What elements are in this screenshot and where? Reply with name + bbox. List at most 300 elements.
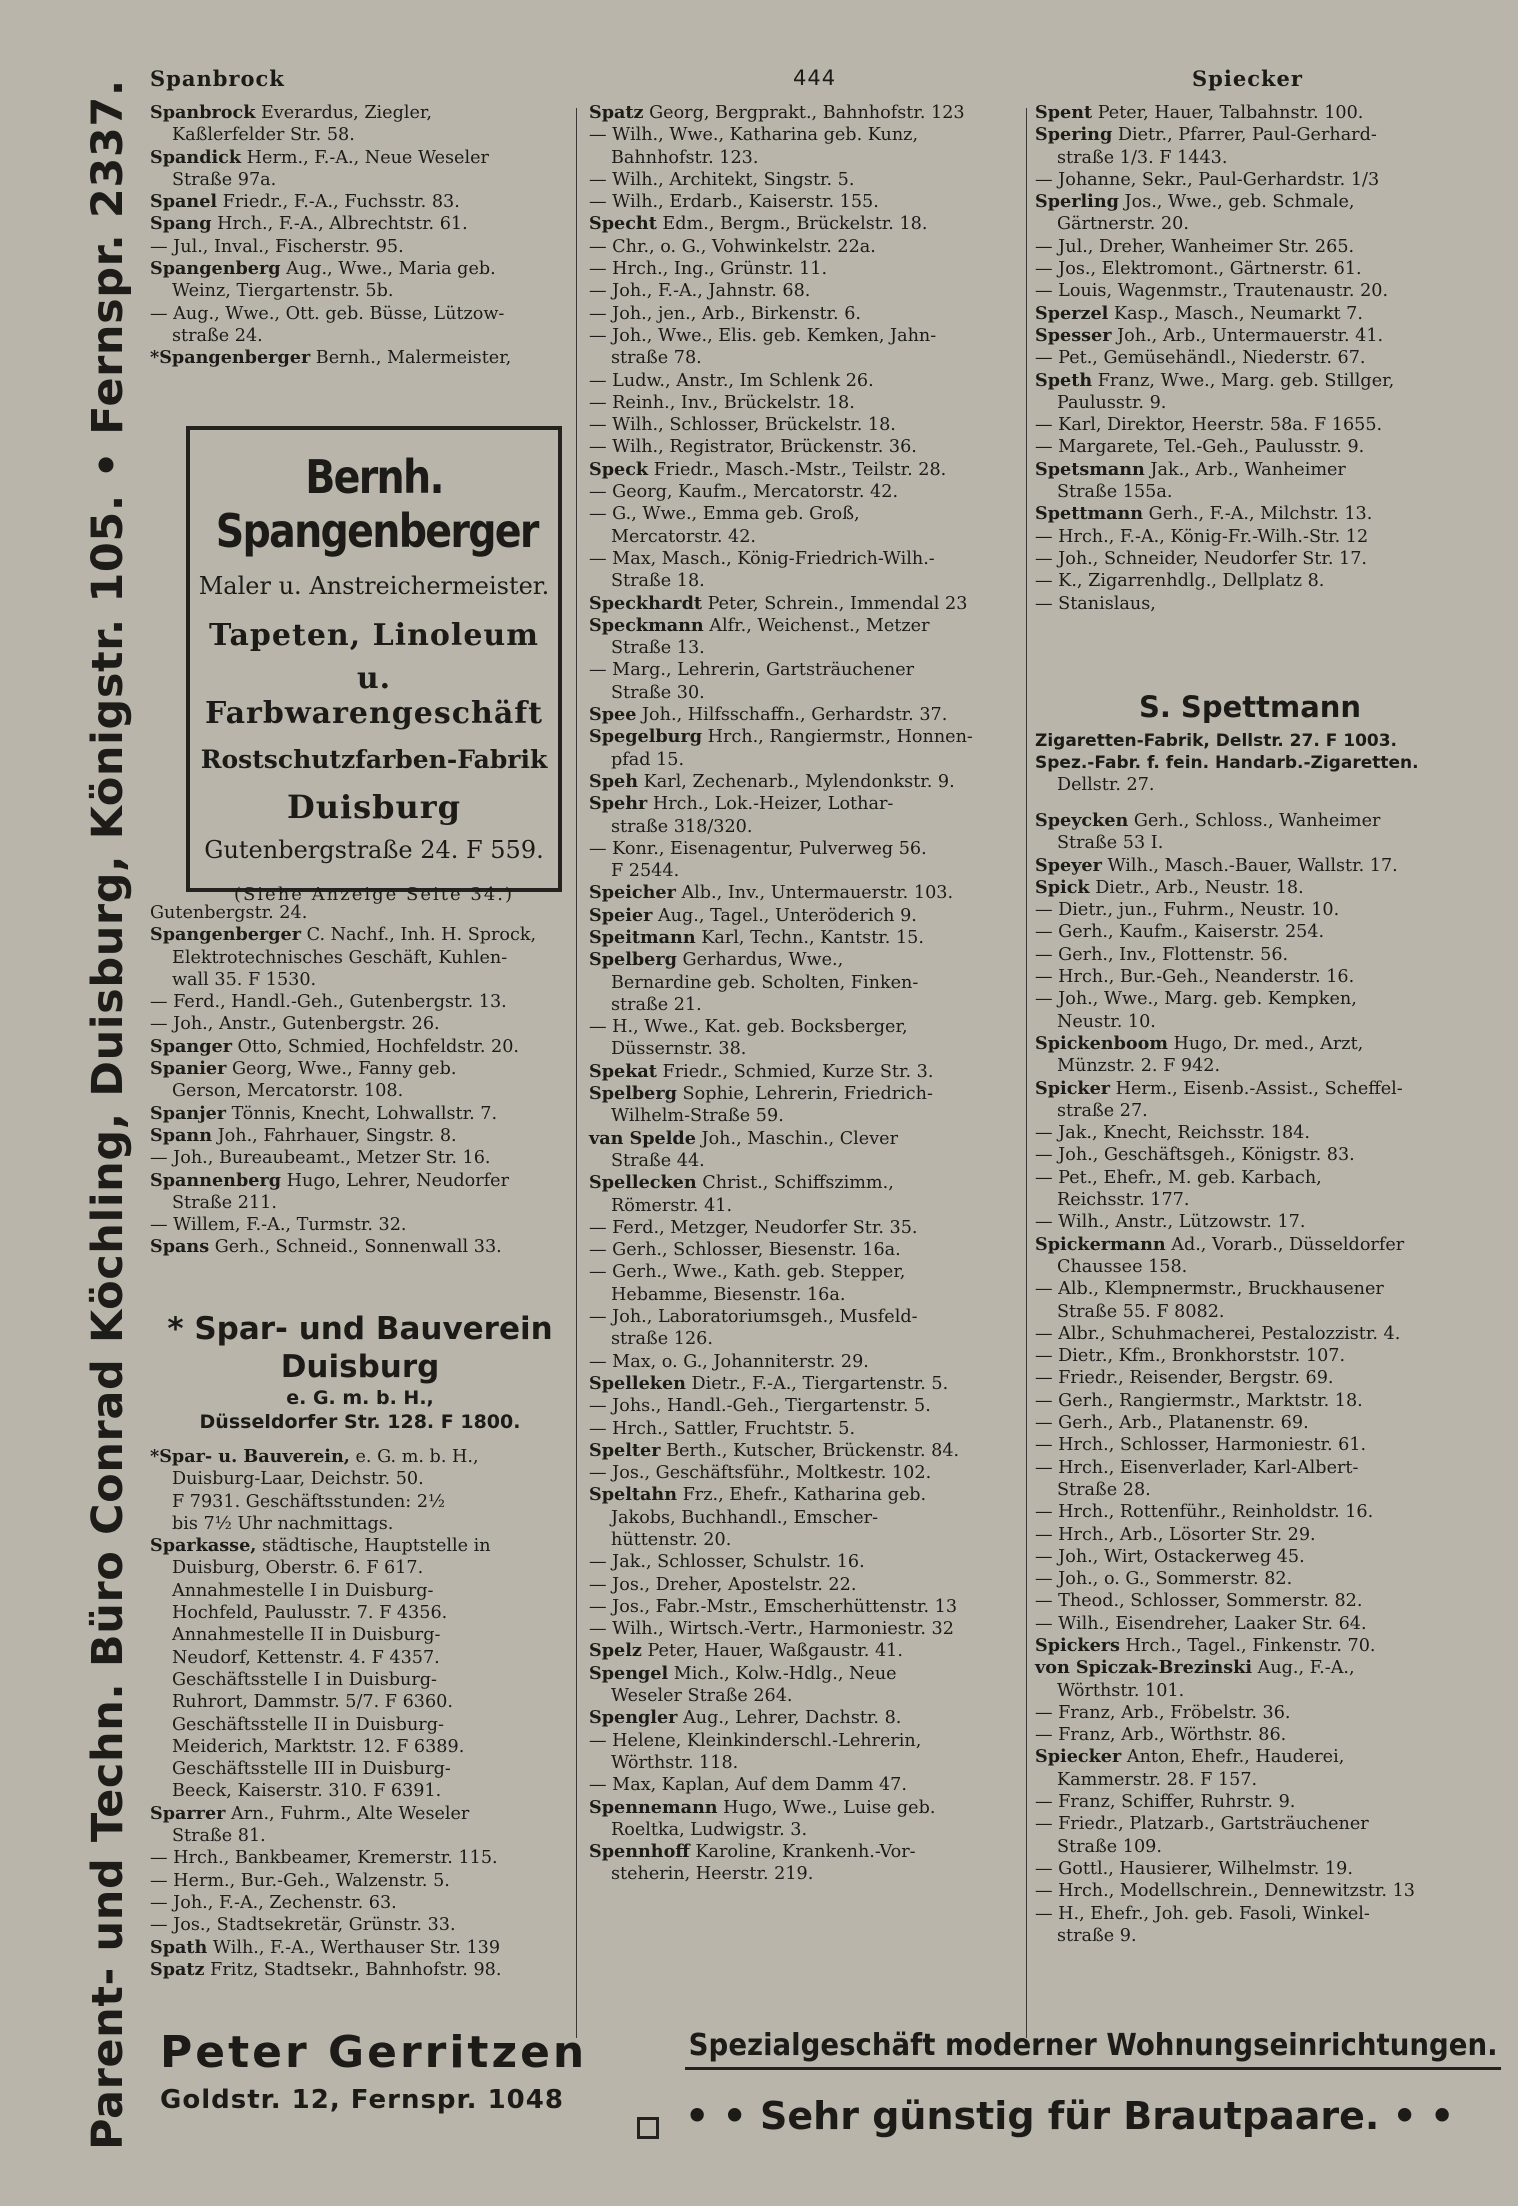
entry-line (589, 927, 1017, 949)
directory-entry (1035, 810, 1465, 855)
directory-entry (589, 370, 1017, 392)
spettmann-advertisement (1035, 690, 1465, 796)
entry-text: — Joh., jen., Arb., Birkenstr. 6. (589, 303, 861, 324)
entry-text: — Joh., Bureaubeamt., Metzer Str. 16. (150, 1148, 491, 1169)
entry-surname: Spatz (589, 102, 644, 123)
entry-surname: Spegelburg (589, 726, 703, 748)
directory-entry (1035, 459, 1465, 504)
entry-surname: von Spiczak-Brezinski (1035, 1657, 1253, 1679)
directory-entry (589, 236, 1017, 258)
entry-line (589, 659, 1017, 681)
entry-surname: Spiecker (1035, 1746, 1122, 1768)
directory-entry (589, 615, 1017, 660)
entry-surname: Spent (1035, 102, 1093, 123)
entry-text: Gerh., Schloss., Wanheimer (1128, 811, 1381, 831)
entry-line (150, 1125, 568, 1147)
directory-entry (589, 1797, 1017, 1842)
directory-entry (150, 1125, 568, 1147)
entry-line (589, 838, 1017, 860)
entry-text: — Gerh., Schlosser, Biesenstr. 16a. (589, 1240, 901, 1261)
entry-text: Hrch., F.-A., Albrechtstr. 61. (211, 214, 468, 235)
directory-entry (1035, 921, 1465, 943)
entry-line (589, 1061, 1017, 1083)
entry-line (1035, 1903, 1465, 1925)
directory-entry (150, 924, 568, 991)
directory-entry (150, 1236, 568, 1258)
entry-text: — Johs., Handl.-Geh., Tiergartenstr. 5. (589, 1396, 931, 1417)
entry-text: — Stanislaus, (1035, 593, 1156, 614)
spar-title-2: Duisburg (280, 1349, 440, 1385)
entry-continuation: Neustr. 10. (1057, 1011, 1156, 1032)
directory-entry (1035, 966, 1465, 988)
footer-slogan (685, 2025, 1498, 2142)
directory-entry (589, 392, 1017, 414)
entry-continuation: Wörthstr. 101. (1057, 1680, 1185, 1701)
entry-text: — Gerh., Rangiermstr., Marktstr. 18. (1035, 1390, 1363, 1411)
directory-entry (1035, 1278, 1465, 1323)
directory-entry (589, 1462, 1017, 1484)
directory-entry (150, 1803, 568, 1848)
entry-line (150, 102, 568, 124)
entry-line (1035, 1702, 1465, 1724)
entry-text: — Hrch., Eisenverlader, Karl-Albert- (1035, 1457, 1359, 1478)
spar-bauverein-heading (150, 1310, 570, 1434)
entry-line (1035, 1613, 1465, 1635)
entry-line (1035, 1345, 1465, 1367)
entry-text: Joh., Arb., Untermauerstr. 41. (1111, 325, 1384, 346)
entry-line (1035, 325, 1465, 347)
entry-line (589, 905, 1017, 927)
directory-entry (150, 191, 568, 213)
entry-line (150, 1446, 568, 1468)
directory-entry (589, 949, 1017, 1016)
entry-text: — Wilh., Architekt, Singstr. 5. (589, 169, 855, 190)
entry-continuation: Gärtnerstr. 20. (1057, 214, 1189, 235)
entry-text: — Gerh., Inv., Flottenstr. 56. (1035, 944, 1289, 965)
entry-line (1035, 1858, 1465, 1880)
entry-text: Mich., Kolw.-Hdlg., Neue (668, 1663, 897, 1684)
entry-line (589, 1462, 1017, 1484)
directory-entry (589, 258, 1017, 280)
entry-text: Karl, Zechenarb., Mylendonkstr. 9. (638, 771, 955, 792)
directory-entry (589, 793, 1017, 838)
entry-line (150, 236, 568, 258)
entry-line (589, 1373, 1017, 1395)
entry-text: Georg, Bergprakt., Bahnhofstr. 123 (643, 103, 965, 123)
entry-continuation: Mercatorstr. 42. (611, 526, 756, 547)
entry-text: Gerh., Schneid., Sonnenwall 33. (209, 1237, 502, 1258)
entry-text: Kasp., Masch., Neumarkt 7. (1108, 303, 1363, 324)
entry-surname: Spanjer (150, 1102, 227, 1124)
directory-entry (589, 548, 1017, 593)
page-number: 444 (793, 66, 837, 90)
directory-entry (1035, 548, 1465, 570)
entry-line (1035, 280, 1465, 302)
entry-continuation: Annahmestelle II in Duisburg- (172, 1625, 441, 1646)
entry-line (1035, 570, 1465, 592)
entry-continuation: Roeltka, Ludwigstr. 3. (611, 1819, 808, 1840)
entry-line (1035, 258, 1465, 280)
entry-text: — Jul., Inval., Fischerstr. 95. (150, 236, 404, 257)
entry-text: Karl, Techn., Kantstr. 15. (695, 927, 924, 948)
directory-entry (589, 659, 1017, 704)
directory-entry (1035, 1234, 1465, 1279)
entry-line (1035, 966, 1465, 988)
entry-text: Fritz, Stadtsekr., Bahnhofstr. 98. (204, 1959, 502, 1980)
directory-entry (589, 1083, 1017, 1128)
directory-entry (150, 1013, 568, 1035)
entry-line (150, 1103, 568, 1125)
entry-text: — Friedr., Reisender, Bergstr. 69. (1035, 1368, 1334, 1389)
entry-line (589, 1128, 1017, 1150)
directory-entry (150, 347, 568, 369)
directory-entry (589, 303, 1017, 325)
entry-text: — H., Ehefr., Joh. geb. Fasoli, Winkel- (1035, 1903, 1370, 1924)
entry-text: Hugo, Dr. med., Arzt, (1167, 1033, 1364, 1054)
entry-line (150, 1058, 568, 1080)
entry-surname: Sperling (1035, 191, 1119, 213)
entry-continuation: Chaussee 158. (1057, 1256, 1188, 1277)
entry-line (1035, 1278, 1465, 1300)
directory-entry (1035, 877, 1465, 899)
entry-text: — Wilh., Registrator, Brückenstr. 36. (589, 437, 917, 458)
entry-continuation: Straße 18. (611, 571, 705, 592)
entry-line (589, 1596, 1017, 1618)
entry-text: — H., Wwe., Kat. geb. Bocksberger, (589, 1017, 908, 1038)
entry-line (589, 236, 1017, 258)
directory-entry (589, 726, 1017, 771)
entry-line (589, 258, 1017, 280)
entry-text: Bernh., Malermeister, (310, 348, 512, 369)
entry-surname: Spehr (589, 793, 648, 815)
directory-entry (589, 1774, 1017, 1796)
entry-continuation: Straße 44. (611, 1150, 705, 1171)
directory-entry (589, 1730, 1017, 1775)
entry-text: — Jos., Geschäftsführ., Moltkestr. 102. (589, 1463, 932, 1484)
entry-text: Wilh., F.-A., Werthauser Str. 139 (207, 1937, 501, 1958)
directory-entry (589, 838, 1017, 883)
entry-line (1035, 1167, 1465, 1189)
entry-line (589, 1707, 1017, 1729)
entry-surname: Spannenberg (150, 1169, 282, 1191)
entry-line (1035, 921, 1465, 943)
entry-text: — Joh., Anstr., Gutenbergstr. 26. (150, 1014, 440, 1035)
directory-entry (1035, 1524, 1465, 1546)
directory-entry (1035, 303, 1465, 325)
entry-continuation: Straße 155a. (1057, 482, 1173, 503)
entry-continuation: straße 1/3. F 1443. (1057, 147, 1228, 168)
directory-entry (1035, 1724, 1465, 1746)
entry-line (589, 1172, 1017, 1194)
directory-entry (1035, 191, 1465, 236)
entry-surname: Speckhardt (589, 592, 702, 614)
entry-text: — Wilh., Wwe., Katharina geb. Kunz, (589, 125, 919, 146)
footer-left-address: Goldstr. 12, Fernspr. 1048 (160, 2085, 564, 2115)
entry-text: — Albr., Schuhmacherei, Pestalozzistr. 4. (1035, 1323, 1401, 1344)
entry-text: — Joh., Wwe., Elis. geb. Kemken, Jahn- (589, 325, 937, 346)
directory-entry (1035, 1167, 1465, 1212)
entry-continuation: Straße 55. F 8082. (1057, 1301, 1225, 1322)
entry-surname: Spanel (150, 191, 218, 213)
entry-line (1035, 1144, 1465, 1166)
directory-entry (1035, 1590, 1465, 1612)
entry-text: — Wilh., Eisendreher, Laaker Str. 64. (1035, 1613, 1367, 1634)
entry-line (1035, 944, 1465, 966)
entry-text: — Ludw., Anstr., Im Schlenk 26. (589, 370, 874, 391)
spar-title-1: * Spar- und Bauverein (167, 1311, 553, 1347)
entry-text: — Joh., Wwe., Marg. geb. Kempken, (1035, 989, 1357, 1010)
entry-surname: Spelz (589, 1640, 642, 1662)
entry-surname: Spelleken (589, 1372, 686, 1394)
entry-continuation: bis 7½ Uhr nachmittags. (172, 1513, 394, 1534)
entry-text: — Franz, Schiffer, Ruhrstr. 9. (1035, 1792, 1296, 1813)
entry-text: — Helene, Kleinkinderschl.-Lehrerin, (589, 1730, 922, 1751)
entry-text: — Joh., o. G., Sommerstr. 82. (1035, 1569, 1293, 1590)
entry-line (150, 258, 568, 280)
directory-entry (1035, 1345, 1465, 1367)
entry-line (1035, 1501, 1465, 1523)
entry-continuation: Duisburg, Oberstr. 6. F 617. (172, 1558, 424, 1579)
entry-surname: Spee (589, 704, 637, 726)
directory-entry (589, 1707, 1017, 1729)
entry-line (1035, 593, 1465, 615)
entry-text: Peter, Schrein., Immendal 23 (702, 593, 968, 614)
entry-text: — Friedr., Platzarb., Gartsträuchener (1035, 1814, 1369, 1835)
spangenberger-advertisement (186, 426, 562, 905)
directory-entry (150, 991, 568, 1013)
entry-text: — Hrch., Bankbeamer, Kremerstr. 115. (150, 1848, 498, 1869)
directory-entry (1035, 436, 1465, 458)
entry-text: Frz., Ehefr., Katharina geb. (677, 1485, 927, 1506)
entry-line (589, 503, 1017, 525)
entry-surname: Speier (589, 904, 653, 926)
entry-line (589, 325, 1017, 347)
entry-text: e. G. m. b. H., (349, 1447, 479, 1467)
entry-continuation: hüttenstr. 20. (611, 1530, 732, 1550)
entry-line (1035, 414, 1465, 436)
entry-text: — Jak., Knecht, Reichsstr. 184. (1035, 1123, 1310, 1144)
directory-entry (589, 1061, 1017, 1083)
ad-trade: Maler u. Anstreichermeister. (198, 572, 550, 600)
entry-text: Joh., Hilfsschaffn., Gerhardstr. 37. (636, 705, 948, 726)
entry-line (1035, 988, 1465, 1010)
entry-surname: Speck (589, 458, 649, 480)
entry-continuation: wall 35. F 1530. (172, 969, 317, 990)
directory-entry (589, 191, 1017, 213)
directory-entry (1035, 1033, 1465, 1078)
entry-line (150, 1535, 568, 1557)
footer-box-icon (637, 2117, 659, 2139)
directory-entry (150, 1446, 568, 1535)
entry-continuation: F 2544. (611, 861, 680, 882)
entry-text: — Konr., Eisenagentur, Pulverweg 56. (589, 838, 927, 859)
entry-text: — Hrch., Arb., Lösorter Str. 29. (1035, 1524, 1316, 1545)
entry-continuation: Straße 28. (1057, 1479, 1151, 1500)
directory-entry (1035, 347, 1465, 369)
entry-continuation: Römerstr. 41. (611, 1195, 733, 1216)
entry-text: — Pet., Ehefr., M. geb. Karbach, (1035, 1167, 1322, 1188)
entry-text: — Reinh., Inv., Brückelstr. 18. (589, 392, 855, 413)
entry-text: — Max, Kaplan, Auf dem Damm 47. (589, 1775, 907, 1796)
entry-line (1035, 1033, 1465, 1055)
entry-text: — K., Zigarrenhdlg., Dellplatz 8. (1035, 571, 1325, 592)
entry-surname: Spanier (150, 1058, 227, 1080)
entry-text: — Willem, F.-A., Turmstr. 32. (150, 1215, 407, 1236)
entry-surname: Spicker (1035, 1077, 1111, 1099)
entry-text: Everardus, Ziegler, (255, 103, 432, 123)
directory-entry (1035, 325, 1465, 347)
directory-entry (589, 1418, 1017, 1440)
entry-text: Jos., Wwe., geb. Schmale, (1118, 192, 1355, 213)
entry-line (589, 1083, 1017, 1105)
entry-text: Edm., Bergm., Brückelstr. 18. (656, 214, 928, 235)
entry-continuation: Beeck, Kaiserstr. 310. F 6391. (172, 1781, 442, 1802)
entry-surname: Spelberg (589, 1083, 677, 1105)
entry-line (589, 436, 1017, 458)
entry-line (589, 771, 1017, 793)
entry-continuation: Straße 97a. (172, 169, 277, 190)
entry-continuation: Hochfeld, Paulusstr. 7. F 4356. (172, 1603, 448, 1624)
entry-text: Alb., Inv., Untermauerstr. 103. (675, 883, 954, 904)
column-1-middle (150, 902, 568, 1259)
entry-surname: Speitmann (589, 926, 696, 948)
directory-entry (150, 1170, 568, 1215)
directory-entry (589, 414, 1017, 436)
entry-text: Herm., F.-A., Neue Weseler (241, 147, 489, 168)
column-1-bottom (150, 1446, 568, 1981)
entry-line (1035, 1457, 1465, 1479)
entry-text: — Gerh., Arb., Platanenstr. 69. (1035, 1413, 1309, 1434)
entry-surname: Spengler (589, 1707, 678, 1729)
entry-text: Hugo, Lehrer, Neudorfer (281, 1170, 510, 1191)
directory-entry (1035, 1367, 1465, 1389)
directory-entry (589, 481, 1017, 503)
entry-continuation: pfad 15. (611, 749, 685, 770)
entry-line (1035, 548, 1465, 570)
entry-line (1035, 370, 1465, 392)
entry-text: — Alb., Klempnermstr., Bruckhausener (1035, 1279, 1384, 1300)
entry-text: — Hrch., Bur.-Geh., Neanderstr. 16. (1035, 967, 1355, 988)
entry-text: — Louis, Wagenmstr., Trautenaustr. 20. (1035, 281, 1389, 302)
entry-surname: Spering (1035, 124, 1113, 146)
entry-surname: Spettmann (1035, 503, 1144, 525)
entry-continuation: steherin, Heerstr. 219. (611, 1864, 814, 1885)
directory-entry (1035, 258, 1465, 280)
directory-entry (150, 258, 568, 303)
ad-note: (Siehe Anzeige Seite 34.) (233, 884, 515, 905)
entry-text: — Gerh., Wwe., Kath. geb. Stepper, (589, 1262, 906, 1283)
directory-entry (150, 147, 568, 192)
entry-surname: Spennemann (589, 1796, 718, 1818)
entry-text: — Jos., Stadtsekretär, Grünstr. 33. (150, 1915, 456, 1936)
entry-text: Friedr., F.-A., Fuchsstr. 83. (217, 192, 460, 213)
directory-entry (1035, 1702, 1465, 1724)
entry-surname: Speyer (1035, 854, 1102, 876)
entry-text: — Joh., Wirt, Ostackerweg 45. (1035, 1546, 1305, 1567)
directory-entry (589, 436, 1017, 458)
entry-text: Gerh., F.-A., Milchstr. 13. (1143, 504, 1373, 525)
directory-entry (589, 905, 1017, 927)
entry-line (589, 392, 1017, 414)
entry-line (589, 1730, 1017, 1752)
directory-entry (589, 124, 1017, 169)
entry-line (150, 1847, 568, 1869)
entry-text: — Joh., Geschäftsgeh., Königstr. 83. (1035, 1145, 1355, 1166)
entry-text: — Wilh., Wirtsch.-Vertr., Harmoniestr. 32 (589, 1619, 954, 1640)
directory-entry (589, 1261, 1017, 1306)
entry-line (589, 1217, 1017, 1239)
directory-entry (150, 1870, 568, 1892)
entry-line (150, 902, 568, 924)
entry-text: Aug., Tagel., Unteröderich 9. (652, 905, 917, 926)
column-divider-2 (1026, 108, 1027, 2038)
entry-line (150, 147, 568, 169)
entry-line (1035, 169, 1465, 191)
entry-text: Joh., Fahrhauer, Singstr. 8. (212, 1125, 457, 1146)
entry-text: — Hrch., Sattler, Fruchtstr. 5. (589, 1418, 856, 1439)
entry-text: Hugo, Wwe., Luise geb. (717, 1797, 936, 1818)
entry-continuation: Kaßlerfelder Str. 58. (172, 125, 355, 146)
entry-line (1035, 1746, 1465, 1768)
entry-text: Dietr., Pfarrer, Paul-Gerhard- (1112, 125, 1377, 146)
entry-continuation: Geschäftsstelle II in Duisburg- (172, 1714, 444, 1735)
directory-entry (1035, 1813, 1465, 1858)
entry-line (1035, 1234, 1465, 1256)
directory-entry (150, 902, 568, 924)
directory-entry (589, 325, 1017, 370)
entry-text: Wilh., Masch.-Bauer, Wallstr. 17. (1101, 855, 1398, 876)
directory-entry (589, 1128, 1017, 1173)
directory-entry (1035, 124, 1465, 169)
directory-entry (1035, 1746, 1465, 1791)
entry-line (589, 1395, 1017, 1417)
entry-line (150, 991, 568, 1013)
directory-entry (589, 927, 1017, 949)
directory-entry (150, 102, 568, 147)
entry-surname: Specht (589, 213, 657, 235)
entry-line (1035, 436, 1465, 458)
directory-entry (589, 593, 1017, 615)
spettmann-line-2: Spez.-Fabr. f. fein. Handarb.-Zigaretten. (1035, 753, 1419, 773)
directory-entry (1035, 570, 1465, 592)
directory-entry (589, 1395, 1017, 1417)
entry-text: — Hrch., F.-A., König-Fr.-Wilh.-Str. 12 (1035, 526, 1369, 547)
entry-continuation: straße 21. (611, 994, 702, 1015)
entry-surname: Speh (589, 770, 638, 792)
entry-line (1035, 1390, 1465, 1412)
entry-surname: Spath (150, 1936, 208, 1958)
entry-line (1035, 1078, 1465, 1100)
directory-entry (1035, 370, 1465, 415)
directory-entry (589, 1172, 1017, 1217)
entry-line (589, 1016, 1017, 1038)
entry-line (589, 1418, 1017, 1440)
entry-surname: Spangenberg (150, 258, 281, 280)
entry-line (589, 1239, 1017, 1261)
entry-line (1035, 1724, 1465, 1746)
entry-line (589, 1797, 1017, 1819)
entry-text: — Herm., Bur.-Geh., Walzenstr. 5. (150, 1870, 450, 1891)
entry-surname: Spandick (150, 146, 242, 168)
entry-line (1035, 503, 1465, 525)
directory-entry (150, 1103, 568, 1125)
entry-text: — Aug., Wwe., Ott. geb. Büsse, Lützow- (150, 303, 505, 324)
directory-entry (150, 1847, 568, 1869)
entry-text: — Gerh., Kaufm., Kaiserstr. 254. (1035, 922, 1325, 943)
entry-surname: Speltahn (589, 1484, 677, 1506)
entry-surname: *Spangenberger (150, 347, 311, 369)
entry-line (1035, 526, 1465, 548)
